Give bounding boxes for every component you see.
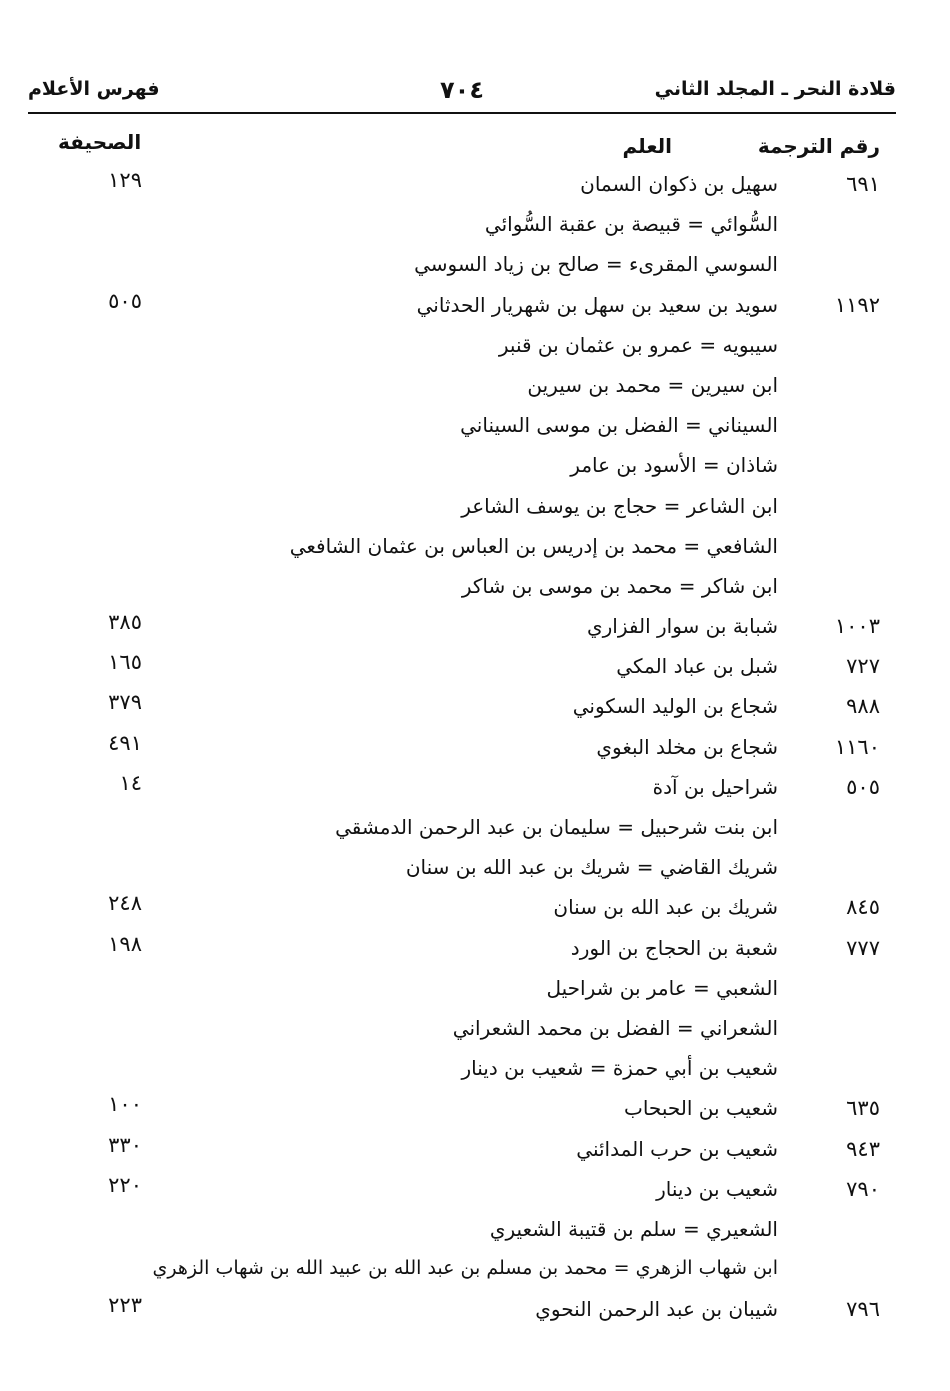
entry-page: ٣٣٠ bbox=[108, 1132, 142, 1157]
index-entry bbox=[0, 488, 950, 528]
entry-name: الشعبي = عامر بن شراحيل bbox=[546, 975, 778, 1000]
index-entry bbox=[0, 246, 950, 286]
index-entry bbox=[0, 1131, 950, 1171]
index-entry bbox=[0, 1251, 950, 1291]
entry-number: ٧٧٧ bbox=[846, 935, 880, 960]
index-entry bbox=[0, 1211, 950, 1251]
entry-name: ابن الشاعر = حجاج بن يوسف الشاعر bbox=[461, 493, 778, 518]
entry-name: شجاع بن مخلد البغوي bbox=[596, 734, 778, 759]
book-title: قلادة النحر ـ المجلد الثاني bbox=[654, 78, 896, 100]
entry-name: شعيب بن الحبحاب bbox=[623, 1096, 778, 1121]
index-entry bbox=[0, 930, 950, 970]
index-entry bbox=[0, 367, 950, 407]
entry-name: شعيب بن حرب المدائني bbox=[576, 1136, 778, 1161]
section-title: فهرس الأعلام bbox=[28, 78, 160, 100]
entry-name: ابن سيرين = محمد بن سيرين bbox=[527, 372, 778, 397]
entry-page: ٣٧٩ bbox=[108, 690, 142, 715]
entry-page: ٢٢٣ bbox=[108, 1293, 142, 1318]
entry-name: شعيب بن أبي حمزة = شعيب بن دينار bbox=[461, 1056, 778, 1081]
entry-page: ٤٩١ bbox=[108, 730, 142, 755]
entry-name: شيبان بن عبد الرحمن النحوي bbox=[535, 1297, 778, 1322]
entry-number: ٩٨٨ bbox=[846, 694, 880, 719]
entry-name: شبابة بن سوار الفزاري bbox=[586, 614, 778, 639]
entry-page: ٢٤٨ bbox=[108, 891, 142, 916]
index-entries bbox=[0, 166, 950, 1331]
entry-page: ١٤ bbox=[119, 770, 142, 795]
header-rule bbox=[28, 112, 896, 114]
entry-page: ١٩٨ bbox=[108, 931, 142, 956]
index-entry bbox=[0, 608, 950, 648]
entry-name: ابن شاكر = محمد بن موسى بن شاكر bbox=[461, 573, 778, 598]
page-number: ٧٠٤ bbox=[440, 76, 484, 104]
index-entry bbox=[0, 287, 950, 327]
column-headers bbox=[0, 130, 950, 164]
entry-name: السوسي المقرىء = صالح بن زياد السوسي bbox=[414, 252, 778, 277]
entry-name: سهيل بن ذكوان السمان bbox=[580, 172, 778, 196]
index-entry bbox=[0, 809, 950, 849]
index-entry bbox=[0, 769, 950, 809]
entry-number: ٩٤٣ bbox=[846, 1136, 880, 1161]
entry-number: ٨٤٥ bbox=[846, 895, 880, 920]
entry-name: سيبويه = عمرو بن عثمان بن قنبر bbox=[498, 332, 778, 357]
entry-name: شعبة بن الحجاج بن الورد bbox=[570, 935, 778, 960]
running-header bbox=[28, 78, 896, 110]
index-entry bbox=[0, 407, 950, 447]
entry-name: شاذان = الأسود بن عامر bbox=[570, 453, 778, 478]
index-entry bbox=[0, 970, 950, 1010]
entry-number: ٦٣٥ bbox=[846, 1096, 880, 1121]
index-entry bbox=[0, 889, 950, 929]
index-entry bbox=[0, 166, 950, 206]
index-entry bbox=[0, 849, 950, 889]
index-entry bbox=[0, 1090, 950, 1130]
entry-number: ١١٩٢ bbox=[834, 292, 880, 317]
entry-name: السيناني = الفضل بن موسى السيناني bbox=[460, 413, 778, 438]
entry-name: شريك القاضي = شريك بن عبد الله بن سنان bbox=[405, 855, 778, 880]
entry-number: ٧٩٦ bbox=[846, 1297, 880, 1322]
entry-name: سويد بن سعيد بن سهل بن شهريار الحدثاني bbox=[416, 292, 778, 317]
entry-page: ١٠٠ bbox=[108, 1092, 142, 1117]
entry-number: ٥٠٥ bbox=[846, 774, 880, 799]
index-entry bbox=[0, 447, 950, 487]
entry-page: ٢٢٠ bbox=[108, 1172, 142, 1197]
index-entry bbox=[0, 568, 950, 608]
entry-page: ٥٠٥ bbox=[108, 288, 142, 313]
entry-page: ٣٨٥ bbox=[108, 610, 142, 635]
entry-name: الشعيري = سلم بن قتيبة الشعيري bbox=[489, 1216, 778, 1241]
entry-page: ١٢٩ bbox=[108, 168, 142, 192]
entry-name: شراحيل بن آدة bbox=[652, 774, 778, 799]
entry-name: ابن شهاب الزهري = محمد بن مسلم بن عبد الله بن عبيد الله بن شهاب الزهري bbox=[152, 1257, 778, 1280]
index-entry bbox=[0, 528, 950, 568]
entry-number: ٧٩٠ bbox=[846, 1176, 880, 1201]
index-entry bbox=[0, 1171, 950, 1211]
index-entry bbox=[0, 729, 950, 769]
index-entry bbox=[0, 648, 950, 688]
entry-name: الشعراني = الفضل بن محمد الشعراني bbox=[452, 1015, 778, 1040]
entry-name: السُّوائي = قبيصة بن عقبة السُّوائي bbox=[484, 212, 778, 237]
entry-number: ١١٦٠ bbox=[834, 734, 880, 759]
column-header-name: العلم bbox=[622, 134, 672, 158]
entry-name: شبل بن عباد المكي bbox=[616, 654, 778, 679]
entry-name: ابن بنت شرحبيل = سليمان بن عبد الرحمن الدمشقي bbox=[335, 815, 778, 839]
entry-number: ٦٩١ bbox=[846, 172, 880, 196]
column-header-number: رقم الترجمة bbox=[757, 134, 880, 158]
index-entry bbox=[0, 327, 950, 367]
entry-name: الشافعي = محمد بن إدريس بن العباس بن عثمان الشافعي bbox=[289, 533, 778, 558]
entry-number: ٧٢٧ bbox=[846, 654, 880, 679]
entry-page: ١٦٥ bbox=[108, 650, 142, 675]
index-entry bbox=[0, 206, 950, 246]
entry-name: شريك بن عبد الله بن سنان bbox=[553, 895, 778, 920]
entry-name: شعيب بن دينار bbox=[656, 1176, 778, 1201]
index-entry bbox=[0, 688, 950, 728]
entry-number: ١٠٠٣ bbox=[834, 614, 880, 639]
index-entry bbox=[0, 1291, 950, 1331]
entry-name: شجاع بن الوليد السكوني bbox=[572, 694, 778, 719]
column-header-page: الصحيفة bbox=[58, 130, 142, 154]
index-entry bbox=[0, 1010, 950, 1050]
index-entry bbox=[0, 1050, 950, 1090]
